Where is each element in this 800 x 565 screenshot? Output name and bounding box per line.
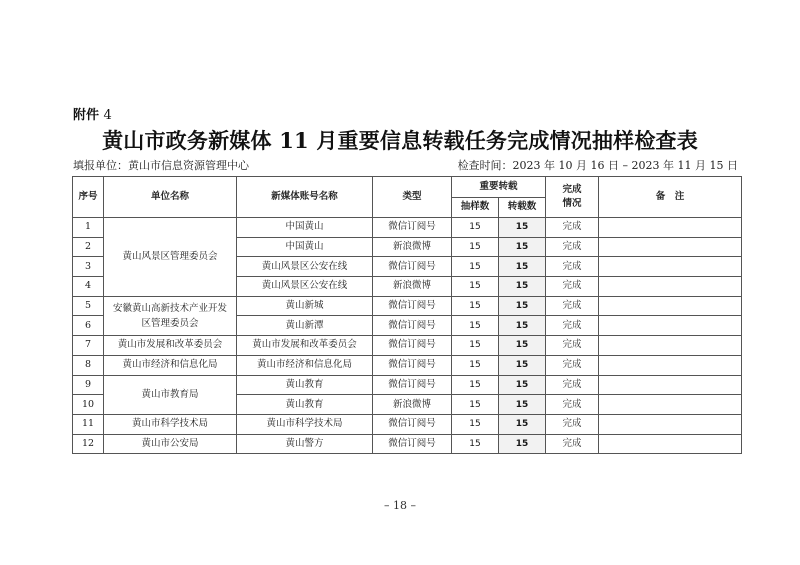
cell-account: 黄山教育	[237, 395, 373, 415]
cell-type: 微信订阅号	[373, 336, 452, 356]
cell-unit: 黄山市发展和改革委员会	[104, 336, 237, 356]
cell-sampled: 15	[452, 257, 499, 277]
attachment-label	[73, 104, 112, 123]
cell-unit: 黄山市科学技术局	[104, 414, 237, 434]
cell-reposted: 15	[499, 237, 546, 257]
header-sampled: 抽样数	[452, 197, 499, 218]
cell-seq: 6	[73, 316, 104, 336]
cell-type: 新浪微博	[373, 395, 452, 415]
check-period: 检查时间：2023 年 10 月 16 日 – 2023 年 11 月 15 日	[457, 159, 738, 172]
cell-seq: 8	[73, 355, 104, 375]
cell-status: 完成	[546, 414, 599, 434]
cell-account: 黄山教育	[237, 375, 373, 395]
cell-unit: 黄山市教育局	[104, 375, 237, 414]
cell-seq: 3	[73, 257, 104, 277]
cell-remarks	[599, 316, 742, 336]
cell-type: 新浪微博	[373, 277, 452, 297]
cell-status: 完成	[546, 257, 599, 277]
reporting-unit: 填报单位：黄山市信息资源管理中心	[73, 159, 249, 172]
header-important-repost: 重要转载	[452, 177, 546, 198]
header-account: 新媒体账号名称	[237, 177, 373, 218]
cell-seq: 11	[73, 414, 104, 434]
cell-remarks	[599, 336, 742, 356]
table-row	[73, 218, 742, 238]
cell-account: 黄山新潭	[237, 316, 373, 336]
attachment-number: 4	[103, 108, 112, 123]
cell-reposted: 15	[499, 355, 546, 375]
header-completion-line2: 情况	[562, 198, 582, 209]
cell-seq: 4	[73, 277, 104, 297]
cell-type: 新浪微博	[373, 237, 452, 257]
header-type: 类型	[373, 177, 452, 218]
cell-seq: 10	[73, 395, 104, 415]
attachment-label-text: 附件	[73, 108, 100, 123]
table-row	[73, 414, 742, 434]
header-unit: 单位名称	[104, 177, 237, 218]
cell-type: 微信订阅号	[373, 355, 452, 375]
cell-status: 完成	[546, 277, 599, 297]
page-number: – 18 –	[384, 499, 416, 512]
cell-status: 完成	[546, 218, 599, 238]
cell-type: 微信订阅号	[373, 434, 452, 454]
cell-sampled: 15	[452, 414, 499, 434]
cell-reposted: 15	[499, 375, 546, 395]
cell-remarks	[599, 296, 742, 316]
cell-status: 完成	[546, 395, 599, 415]
cell-type: 微信订阅号	[373, 257, 452, 277]
table-row	[73, 296, 742, 316]
cell-reposted: 15	[499, 316, 546, 336]
cell-seq: 5	[73, 296, 104, 316]
header-completion-line1: 完成	[562, 184, 582, 195]
header-completion	[546, 177, 599, 218]
cell-reposted: 15	[499, 395, 546, 415]
cell-type: 微信订阅号	[373, 375, 452, 395]
cell-sampled: 15	[452, 434, 499, 454]
cell-sampled: 15	[452, 218, 499, 238]
cell-type: 微信订阅号	[373, 414, 452, 434]
cell-remarks	[599, 375, 742, 395]
cell-remarks	[599, 355, 742, 375]
cell-remarks	[599, 237, 742, 257]
cell-remarks	[599, 414, 742, 434]
cell-unit: 安徽黄山高新技术产业开发区管理委员会	[104, 296, 237, 335]
cell-reposted: 15	[499, 336, 546, 356]
table-row	[73, 434, 742, 454]
cell-status: 完成	[546, 434, 599, 454]
cell-reposted: 15	[499, 218, 546, 238]
cell-account: 中国黄山	[237, 218, 373, 238]
cell-status: 完成	[546, 237, 599, 257]
cell-sampled: 15	[452, 237, 499, 257]
cell-account: 黄山市发展和改革委员会	[237, 336, 373, 356]
cell-account: 黄山风景区公安在线	[237, 277, 373, 297]
cell-seq: 1	[73, 218, 104, 238]
cell-reposted: 15	[499, 296, 546, 316]
cell-remarks	[599, 395, 742, 415]
cell-status: 完成	[546, 336, 599, 356]
table-row	[73, 375, 742, 395]
header-seq: 序号	[73, 177, 104, 218]
cell-type: 微信订阅号	[373, 218, 452, 238]
cell-type: 微信订阅号	[373, 316, 452, 336]
cell-remarks	[599, 218, 742, 238]
cell-unit: 黄山市经济和信息化局	[104, 355, 237, 375]
cell-sampled: 15	[452, 296, 499, 316]
cell-sampled: 15	[452, 355, 499, 375]
cell-account: 黄山市科学技术局	[237, 414, 373, 434]
cell-reposted: 15	[499, 414, 546, 434]
cell-remarks	[599, 434, 742, 454]
cell-reposted: 15	[499, 277, 546, 297]
cell-remarks	[599, 257, 742, 277]
cell-reposted: 15	[499, 434, 546, 454]
cell-status: 完成	[546, 316, 599, 336]
cell-status: 完成	[546, 355, 599, 375]
cell-seq: 9	[73, 375, 104, 395]
cell-remarks	[599, 277, 742, 297]
cell-account: 中国黄山	[237, 237, 373, 257]
header-reposted: 转载数	[499, 197, 546, 218]
cell-sampled: 15	[452, 395, 499, 415]
cell-account: 黄山市经济和信息化局	[237, 355, 373, 375]
header-remarks: 备 注	[599, 177, 742, 218]
table-row	[73, 355, 742, 375]
cell-account: 黄山警方	[237, 434, 373, 454]
cell-seq: 2	[73, 237, 104, 257]
document-title: 黄山市政务新媒体 11 月重要信息转载任务完成情况抽样检查表	[102, 128, 698, 153]
cell-sampled: 15	[452, 336, 499, 356]
cell-unit: 黄山市公安局	[104, 434, 237, 454]
cell-status: 完成	[546, 375, 599, 395]
cell-reposted: 15	[499, 257, 546, 277]
cell-account: 黄山新城	[237, 296, 373, 316]
cell-sampled: 15	[452, 375, 499, 395]
cell-unit: 黄山风景区管理委员会	[104, 218, 237, 297]
cell-type: 微信订阅号	[373, 296, 452, 316]
cell-account: 黄山风景区公安在线	[237, 257, 373, 277]
table-row	[73, 336, 742, 356]
cell-sampled: 15	[452, 316, 499, 336]
inspection-table	[72, 176, 742, 454]
cell-sampled: 15	[452, 277, 499, 297]
cell-seq: 12	[73, 434, 104, 454]
header-row-1	[73, 177, 742, 198]
cell-status: 完成	[546, 296, 599, 316]
cell-seq: 7	[73, 336, 104, 356]
